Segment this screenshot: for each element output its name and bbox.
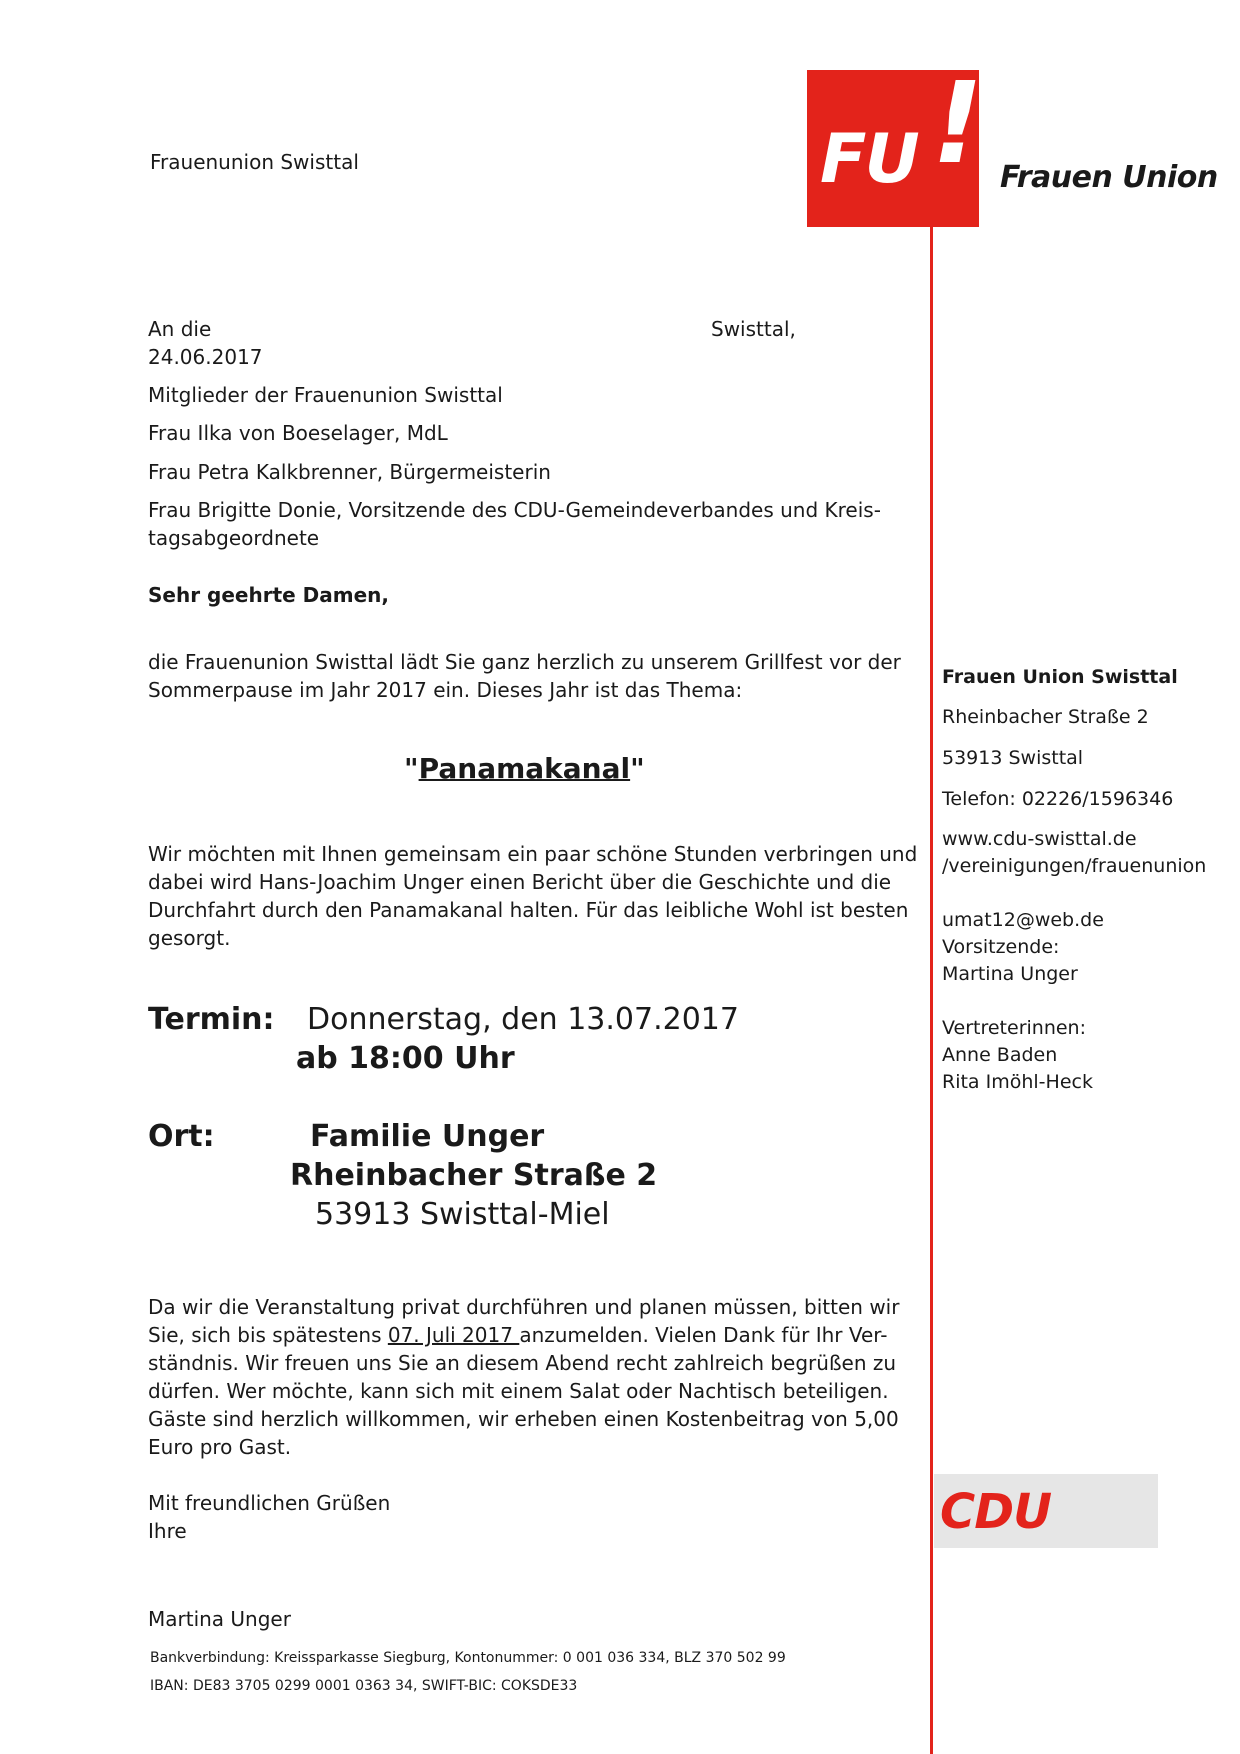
ort-line: Familie Unger: [310, 1119, 545, 1154]
closing-line: Euro pro Gast.: [148, 1435, 292, 1459]
event-theme: [404, 752, 645, 785]
closing-line: dürfen. Wer möchte, kann sich mit einem Salat oder Nachtisch beteiligen.: [148, 1379, 889, 1403]
sidebar-website-path: /vereinigungen/frauenunion: [942, 855, 1207, 877]
recipient: Frau Brigitte Donie, Vorsitzende des CDU-Gemeindeverbandes und Kreis-: [148, 498, 881, 522]
recipient: tagsabgeordnete: [148, 526, 320, 550]
signature-name: Martina Unger: [148, 1607, 291, 1631]
sidebar-chair-label: Vorsitzende:: [942, 936, 1060, 958]
closing-text: anzumelden. Vielen Dank für Ihr Ver-: [519, 1323, 888, 1347]
body-line: Durchfahrt durch den Panamakanal halten. Für das leibliche Wohl ist besten: [148, 898, 909, 922]
intro-line: Sommerpause im Jahr 2017 ein. Dieses Jahr ist das Thema:: [148, 678, 743, 702]
closing-line: Da wir die Veranstaltung privat durchführen und planen müssen, bitten wir: [148, 1295, 900, 1319]
yours: Ihre: [148, 1519, 187, 1543]
closing-line: ständnis. Wir freuen uns Sie an diesem Abend recht zahlreich begrüßen zu: [148, 1351, 897, 1375]
red-divider-line: [930, 226, 933, 1754]
theme-quote-close: ": [630, 752, 645, 785]
body-line: gesorgt.: [148, 926, 231, 950]
sidebar-city: 53913 Swisttal: [942, 747, 1084, 769]
footer-iban: IBAN: DE83 3705 0299 0001 0363 34, SWIFT-BIC: COKSDE33: [150, 1678, 578, 1694]
registration-deadline: 07. Juli 2017: [387, 1323, 520, 1347]
closing-line: Gäste sind herzlich willkommen, wir erheben einen Kostenbeitrag von 5,00: [148, 1407, 899, 1431]
frauen-union-wordmark: Frauen Union: [1000, 160, 1218, 195]
fu-logo-mark: FU: [820, 120, 918, 199]
theme-title: Panamakanal: [418, 752, 631, 785]
sidebar-website: www.cdu-swisttal.de: [942, 828, 1137, 850]
body-line: Wir möchten mit Ihnen gemeinsam ein paar schöne Stunden verbringen und: [148, 842, 918, 866]
termin-date: Donnerstag, den 13.07.2017: [307, 1002, 739, 1037]
ort-label: Ort:: [148, 1119, 215, 1154]
address-to: An die: [148, 317, 212, 341]
sidebar-deputies-label: Vertreterinnen:: [942, 1017, 1087, 1039]
fu-logo-exclamation: !: [932, 59, 984, 189]
salutation: Sehr geehrte Damen,: [148, 583, 390, 607]
sender-name: Frauenunion Swisttal: [150, 150, 359, 174]
letter-place: Swisttal,: [711, 317, 796, 341]
sidebar-org: Frauen Union Swisttal: [942, 666, 1178, 688]
body-line: dabei wird Hans-Joachim Unger einen Bericht über die Geschichte und die: [148, 870, 892, 894]
ort-line: Rheinbacher Straße 2: [290, 1158, 658, 1193]
ort-line: 53913 Swisttal-Miel: [315, 1197, 610, 1232]
sidebar-deputy: Rita Imöhl-Heck: [942, 1071, 1093, 1093]
footer-bank: Bankverbindung: Kreissparkasse Siegburg, Kontonummer: 0 001 036 334, BLZ 370 502 99: [150, 1650, 786, 1666]
recipient: Frau Ilka von Boeselager, MdL: [148, 421, 448, 445]
letter-date: 24.06.2017: [148, 345, 263, 369]
sidebar-phone: Telefon: 02226/1596346: [942, 788, 1174, 810]
recipient: Frau Petra Kalkbrenner, Bürgermeisterin: [148, 460, 551, 484]
sidebar-chair: Martina Unger: [942, 963, 1078, 985]
greeting: Mit freundlichen Grüßen: [148, 1491, 391, 1515]
closing-line: [148, 1323, 887, 1347]
theme-quote-open: ": [404, 752, 419, 785]
closing-text: Sie, sich bis spätestens: [148, 1323, 388, 1347]
sidebar-deputy: Anne Baden: [942, 1044, 1058, 1066]
intro-line: die Frauenunion Swisttal lädt Sie ganz herzlich zu unserem Grillfest vor der: [148, 650, 901, 674]
cdu-logo-text: CDU: [940, 1484, 1052, 1540]
termin-label: Termin:: [148, 1002, 275, 1037]
recipient: Mitglieder der Frauenunion Swisttal: [148, 383, 503, 407]
termin-time: ab 18:00 Uhr: [296, 1041, 515, 1076]
sidebar-street: Rheinbacher Straße 2: [942, 706, 1149, 728]
sidebar-email: umat12@web.de: [942, 909, 1104, 931]
